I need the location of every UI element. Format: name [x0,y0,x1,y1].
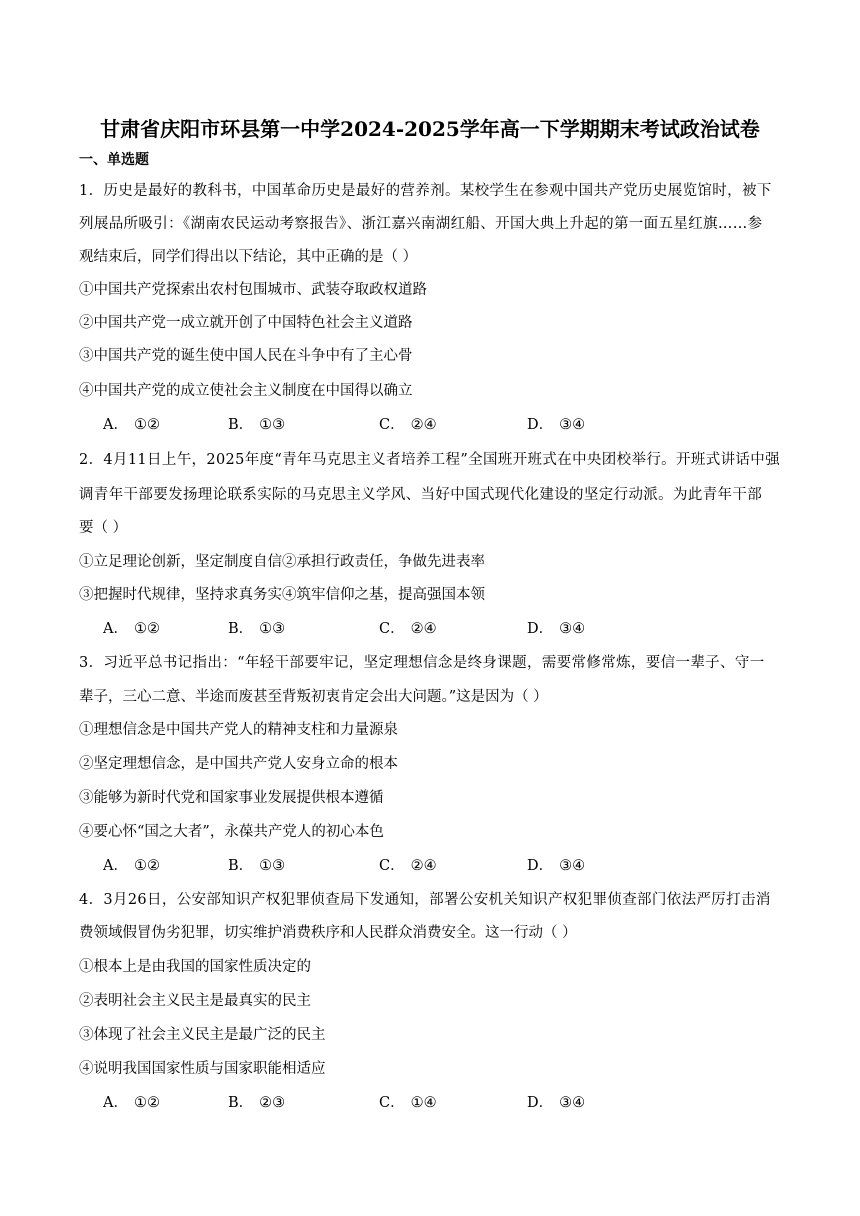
option-b[interactable]: B． ①③ [228,417,286,433]
question-1-statement: ②中国共产党一成立就开创了中国特色社会主义道路 [79,315,413,331]
question-1-statement: ①中国共产党探索出农村包围城市、武装夺取政权道路 [79,282,427,298]
question-3-statement: ②坚定理想信念，是中国共产党人安身立命的根本 [79,756,398,772]
question-4-statement: ③体现了社会主义民主是最广泛的民主 [79,1027,326,1043]
section-heading: 一、单选题 [79,152,149,168]
question-4-stem-line: 4．3月26日，公安部知识产权犯罪侦查局下发通知，部署公安机关知识产权犯罪侦查部门依法严厉打击消 [79,892,771,908]
question-1-stem-line: 观结束后，同学们得出以下结论，其中正确的是（ ） [79,249,418,265]
question-3-stem-line: 3．习近平总书记指出：“年轻干部要牢记，坚定理想信念是终身课题，需要常修常炼，要信一辈子、守一 [79,655,765,671]
question-1-statement: ④中国共产党的成立使社会主义制度在中国得以确立 [79,383,413,399]
option-b[interactable]: B． ①③ [228,621,286,637]
question-2-stem-line: 2．4月11日上午，2025年度“青年马克思主义者培养工程”全国班开班式在中央团校举行。开班式讲话中强 [79,452,780,468]
option-b[interactable]: B． ①③ [228,858,286,874]
question-4-statement: ①根本上是由我国的国家性质决定的 [79,959,311,975]
option-c[interactable]: C． ②④ [379,858,437,874]
question-3-stem-line: 辈子，三心二意、半途而废甚至背叛初衷肯定会出大问题。”这是因为（ ） [79,689,548,705]
option-d[interactable]: D． ③④ [527,1095,586,1111]
question-4-statement: ②表明社会主义民主是最真实的民主 [79,993,311,1009]
question-1-stem-line: 1．历史是最好的教科书，中国革命历史是最好的营养剂。某校学生在参观中国共产党历史展览馆时，被下 [79,183,772,199]
question-2-stem-line: 调青年干部要发扬理论联系实际的马克思主义学风、当好中国式现代化建设的坚定行动派。为此青年干部 [79,487,763,503]
option-d[interactable]: D． ③④ [527,417,586,433]
question-1-statement: ③中国共产党的诞生使中国人民在斗争中有了主心骨 [79,348,413,364]
option-a[interactable]: A． ①② [103,858,160,874]
option-c[interactable]: C． ①④ [379,1095,437,1111]
question-3-statement: ④要心怀“国之大者”，永葆共产党人的初心本色 [79,824,384,840]
question-3-statement: ③能够为新时代党和国家事业发展提供根本遵循 [79,790,384,806]
option-c[interactable]: C． ②④ [379,417,437,433]
option-a[interactable]: A． ①② [103,621,160,637]
option-a[interactable]: A． ①② [103,1095,160,1111]
question-2-stem-line: 要（ ） [79,520,128,536]
question-4-statement: ④说明我国国家性质与国家职能相适应 [79,1061,326,1077]
question-3-statement: ①理想信念是中国共产党人的精神支柱和力量源泉 [79,722,398,738]
option-d[interactable]: D． ③④ [527,621,586,637]
page-title: 甘肃省庆阳市环县第一中学2024-2025学年高一下学期期末考试政治试卷 [100,117,760,141]
option-a[interactable]: A． ①② [103,417,160,433]
question-2-statement: ③把握时代规律，坚持求真务实④筑牢信仰之基，提高强国本领 [79,587,485,603]
option-c[interactable]: C． ②④ [379,621,437,637]
question-2-statement: ①立足理论创新，坚定制度自信②承担行政责任，争做先进表率 [79,554,485,570]
option-b[interactable]: B． ②③ [228,1095,286,1111]
option-d[interactable]: D． ③④ [527,858,586,874]
question-4-stem-line: 费领域假冒伪劣犯罪，切实维护消费秩序和人民群众消费安全。这一行动（ ） [79,925,577,941]
question-1-stem-line: 列展品所吸引：《湖南农民运动考察报告》、浙江嘉兴南湖红船、开国大典上升起的第一面五星红旗……参 [79,216,763,232]
